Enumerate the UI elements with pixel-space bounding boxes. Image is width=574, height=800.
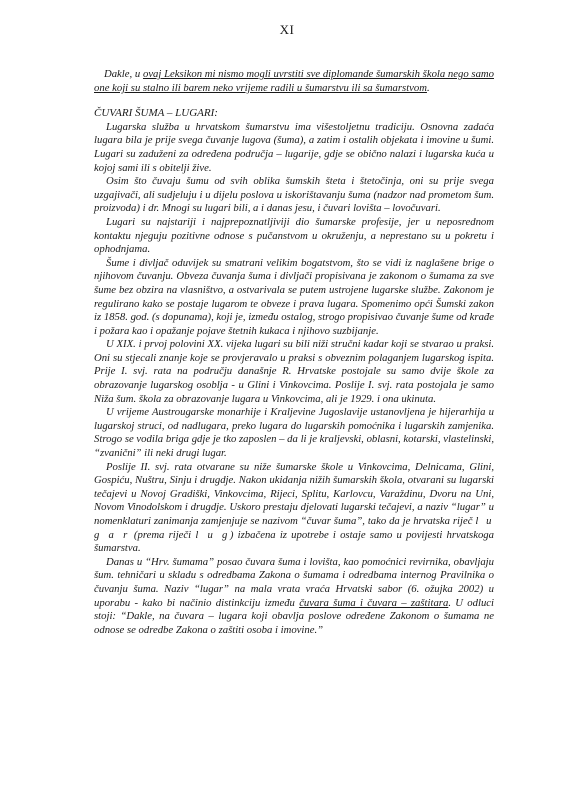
intro-paragraph (94, 68, 494, 95)
paragraph-8-underlined: čuvara šuma i čuvara – zaštitara (299, 596, 449, 609)
intro-underlined-text: ovaj Leksikon mi nismo mogli uvrstiti sve diplomande šumarskih škola nego samo one koji su stalno ili barem neko vrijeme radili u šumarstvu ili sa šumarstvom (94, 68, 494, 94)
intro-tail: . (426, 81, 430, 94)
paragraph-7-end: ) izbačena iz upotrebe i ostaje samo u povijesti hrvatskoga šumarstva. (94, 528, 494, 555)
paragraph-4: Šume i divljač oduvijek su smatrani velikim bogatstvom, što se vidi iz naglašene brige o njihovom čuvanju. Obveza čuvanja šuma i divljači propisivana je zakonom o šumama za sve šume bez obzira na vlasništvo, a ostvarivala se putem ustrojene lugarske službe. Zakonom je regulirano kako se postaje lugarom te obveze i prava lugara. Spomenimo opći Šumski zakon iz 1858. god. (s dopunama), koji je, između ostalog, strogo propisivao čuvanje šume od krađe i požara kao i opažanje pojave štetnih kukaca i njihovo suzbijanje. (94, 256, 494, 337)
paragraph-5: U XIX. i prvoj polovini XX. vijeka lugari su bili niži stručni kadar koji se stvarao u praksi. Oni su stjecali znanje koje se provjeravalo u praksi s obveznim polaganjem lugarskog ispita. Prije I. svj. rata na području današnje R. Hrvatske postojale su samo dvije škole za obrazovanje lugarskog osoblja - u Glini i Vinkovcima. Poslije I. svj. rata postojala je samo Niža šum. škola za obrazovanje lugara u Vinkovcima, ali je 1929. i ona ukinuta. (94, 338, 494, 405)
paragraph-6: U vrijeme Austrougarske monarhije i Kraljevine Jugoslavije ustanovljena je hijerarhija u lugarskoj struci, od nadlugara, preko lugara do lugarskih pomoćnika i lugarskih zamjenika. Strogo se vodila briga gdje je tko zaposlen – da li je kraljevski, oblasni, kotarski, vlastelinski, “zvanični” ili neki drugi lugar. (94, 406, 494, 460)
paragraph-8-end: . U odluci stoji: “Dakle, na čuvara – lugara koji obavlja poslove određene Zakonom o šumama ne odnose se odredbe Zakona o zaštiti osoba i imovine.” (94, 596, 495, 636)
intro-lead: Dakle, u (104, 68, 143, 80)
paragraph-8-text: Danas u “Hrv. šumama” posao čuvara šuma i lovišta, kao pomoćnici revirnika, obavljaju šum. tehničari u skladu s odredbama Zakona o šumama i odredbama internog Pravilnika o čuvanju šuma. Naziv “lugar” na mala vrata vraća Hrvatski sabor (6. ožujka 2002) u uporabu - kako bi načinio distinkciju između (94, 555, 494, 609)
paragraph-7 (94, 461, 494, 556)
paragraph-2: Osim što čuvaju šumu od svih oblika šumskih šteta i štetočinja, oni su prije svega uzgajivači, ali sudjeluju i u dijelu poslova u iskorištavanju šuma (nadzor nad prometom šum. proizvoda) i dr. Mnogi su lugari bili, a i danas jesu, i čuvari lovišta – lovočuvari. (94, 175, 494, 215)
paragraph-7-text: Poslije II. svj. rata otvarane su niže šumarske škole u Vinkovcima, Delnicama, Glini, Gospiću, Nuštru, Sinju i drugdje. Nakon ukidanja nižih šumarskih škola, otvarani su lugarski tečajevi u Novoj Gradiški, Vinkovcima, Rijeci, Splitu, Karlovcu, Varaždinu, Dvoru na Uni, Novom Vinodolskom i drugdje. Uskoro prestaju djelovati lugarski tečajevi, a naziv “lugar” u nomenklaturi zanimanja zamjenjuje se nazivom “čuvar šuma”, tako da je hrvatska riječ (94, 460, 494, 527)
page-body (94, 68, 494, 637)
paragraph-8 (94, 556, 494, 638)
section-heading: ČUVARI ŠUMA – LUGARI: (94, 107, 218, 120)
paragraph-7-mid: (prema riječi (129, 528, 196, 541)
spaced-word-lug: l u g (195, 528, 230, 541)
page-number: XI (279, 22, 295, 37)
spaced-word-lugar: l u g a r (94, 515, 494, 541)
paragraph-1: Lugarska služba u hrvatskom šumarstvu ima višestoljetnu tradiciju. Osnovna zadaća lugara bila je prije svega čuvanje lugova (šuma), a zatim i ostalih objekata i imovine u šumi. Lugari su zaduženi za određena područja – lugarije, gdje se obično nalazi i lugarska kuća u kojoj sami ili s obitelji žive. (94, 120, 494, 174)
paragraph-3: Lugari su najstariji i najprepoznatljiviji dio šumarske profesije, jer u neposrednom kontaktu njeguju pozitivne odnose s pučanstvom u okruženju, a neprestano su u pokretu i ophodnjama. (94, 215, 494, 256)
